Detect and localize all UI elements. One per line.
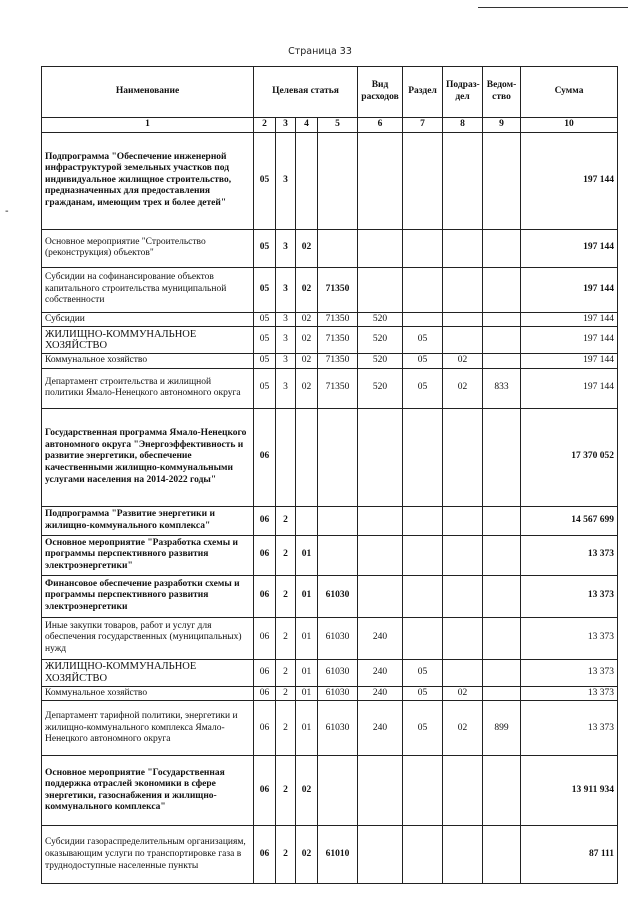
cell-program: 05	[254, 354, 276, 369]
cell-expense-type	[358, 506, 403, 535]
row-name: Субсидии газораспределительным организациям, оказывающим услуги по транспортировке газа в труднодоступные населенные пункты	[42, 826, 254, 884]
row-name: Основное мероприятие "Государственная поддержка отраслей экономики в сфере энергетики, газоснабжения и жилищно-коммунального комплекса"	[42, 756, 254, 826]
cell-subsection	[443, 327, 483, 354]
row-name: Государственная программа Ямало-Ненецкого автономного округа "Энергоэффективность и развитие энергетики, обеспечение качественными жилищно-коммунальными услугами населения на 2014-2022 годы"	[42, 408, 254, 506]
cell-department	[483, 132, 521, 229]
cell-subprogram: 2	[276, 535, 296, 575]
cell-subprogram: 3	[276, 267, 296, 312]
cell-program: 06	[254, 826, 276, 884]
row-name: Подпрограмма "Обеспечение инженерной инфраструктурой земельных участков под индивидуальное жилищное строительство, предназначенных для предоставления гражданам, имеющим трех и более детей"	[42, 132, 254, 229]
table-row	[42, 617, 618, 659]
cell-subsection	[443, 659, 483, 686]
cell-program: 06	[254, 701, 276, 756]
row-name: Коммунальное хозяйство	[42, 354, 254, 369]
cell-direction: 71350	[318, 368, 358, 408]
col-number: 9	[483, 118, 521, 133]
col-department-header: Ведом-ство	[483, 67, 521, 118]
cell-department	[483, 686, 521, 701]
cell-amount: 13 373	[521, 701, 618, 756]
cell-amount: 13 373	[521, 617, 618, 659]
top-rule	[478, 7, 628, 8]
cell-activity: 02	[296, 756, 318, 826]
cell-program: 06	[254, 575, 276, 617]
cell-section: 05	[403, 368, 443, 408]
row-name: Субсидии на софинансирование объектов капитального строительства муниципальной собственности	[42, 267, 254, 312]
cell-section: 05	[403, 327, 443, 354]
cell-activity: 02	[296, 229, 318, 267]
cell-subprogram	[276, 408, 296, 506]
table-row	[42, 368, 618, 408]
col-number: 3	[276, 118, 296, 133]
page-header: Страница 33	[288, 46, 352, 57]
cell-direction	[318, 408, 358, 506]
col-target-article-header: Целевая статья	[254, 67, 358, 118]
cell-section	[403, 408, 443, 506]
cell-subprogram: 2	[276, 686, 296, 701]
cell-subsection	[443, 132, 483, 229]
cell-direction	[318, 229, 358, 267]
cell-program: 06	[254, 756, 276, 826]
row-name: Основное мероприятие "Разработка схемы и программы перспективного развития электроэнергетики"	[42, 535, 254, 575]
cell-activity: 02	[296, 826, 318, 884]
col-amount-header: Сумма	[521, 67, 618, 118]
col-number: 10	[521, 118, 618, 133]
cell-direction: 71350	[318, 267, 358, 312]
row-name: Подпрограмма "Развитие энергетики и жилищно-коммунального комплекса"	[42, 506, 254, 535]
table-row	[42, 701, 618, 756]
cell-subsection	[443, 617, 483, 659]
budget-table	[41, 66, 618, 884]
cell-program: 05	[254, 132, 276, 229]
cell-department	[483, 354, 521, 369]
cell-direction	[318, 506, 358, 535]
col-number: 2	[254, 118, 276, 133]
cell-subsection	[443, 535, 483, 575]
cell-amount: 197 144	[521, 267, 618, 312]
cell-expense-type: 520	[358, 312, 403, 327]
cell-direction	[318, 132, 358, 229]
cell-activity	[296, 506, 318, 535]
cell-program: 06	[254, 617, 276, 659]
column-numbers-row	[42, 118, 618, 133]
col-section-header: Раздел	[403, 67, 443, 118]
cell-activity: 01	[296, 701, 318, 756]
cell-activity: 02	[296, 368, 318, 408]
cell-subsection: 02	[443, 354, 483, 369]
cell-program: 06	[254, 506, 276, 535]
cell-department	[483, 659, 521, 686]
row-name: Департамент строительства и жилищной политики Ямало-Ненецкого автономного округа	[42, 368, 254, 408]
table-row	[42, 659, 618, 686]
cell-activity: 02	[296, 354, 318, 369]
col-expense-type-header: Вид расходов	[358, 67, 403, 118]
cell-amount: 197 144	[521, 312, 618, 327]
cell-direction	[318, 535, 358, 575]
cell-activity: 01	[296, 686, 318, 701]
table-row	[42, 575, 618, 617]
cell-department	[483, 826, 521, 884]
cell-department	[483, 617, 521, 659]
cell-program: 06	[254, 686, 276, 701]
cell-subprogram: 2	[276, 617, 296, 659]
cell-section	[403, 506, 443, 535]
cell-department	[483, 756, 521, 826]
col-number: 6	[358, 118, 403, 133]
cell-expense-type: 240	[358, 659, 403, 686]
cell-program: 06	[254, 408, 276, 506]
cell-direction: 61030	[318, 659, 358, 686]
cell-expense-type	[358, 575, 403, 617]
cell-expense-type	[358, 229, 403, 267]
cell-expense-type: 520	[358, 354, 403, 369]
margin-mark: -	[5, 206, 9, 217]
cell-expense-type: 240	[358, 686, 403, 701]
col-name-header: Наименование	[42, 67, 254, 118]
cell-subprogram: 3	[276, 312, 296, 327]
cell-section: 05	[403, 686, 443, 701]
cell-department	[483, 229, 521, 267]
cell-subprogram: 3	[276, 354, 296, 369]
table-row	[42, 354, 618, 369]
cell-department: 833	[483, 368, 521, 408]
cell-direction: 71350	[318, 354, 358, 369]
col-number: 7	[403, 118, 443, 133]
cell-section	[403, 267, 443, 312]
cell-section	[403, 229, 443, 267]
cell-activity: 01	[296, 617, 318, 659]
row-name: ЖИЛИЩНО-КОММУНАЛЬНОЕ ХОЗЯЙСТВО	[42, 659, 254, 686]
cell-amount: 197 144	[521, 354, 618, 369]
cell-direction: 61030	[318, 617, 358, 659]
cell-expense-type: 520	[358, 327, 403, 354]
cell-program: 05	[254, 229, 276, 267]
table-row	[42, 327, 618, 354]
cell-subsection	[443, 229, 483, 267]
cell-direction: 61010	[318, 826, 358, 884]
cell-subsection	[443, 312, 483, 327]
cell-subprogram: 2	[276, 575, 296, 617]
col-number: 4	[296, 118, 318, 133]
cell-activity: 02	[296, 267, 318, 312]
cell-activity: 01	[296, 659, 318, 686]
table-row	[42, 408, 618, 506]
cell-direction	[318, 756, 358, 826]
cell-subsection	[443, 756, 483, 826]
cell-section	[403, 617, 443, 659]
header-row	[42, 67, 618, 118]
col-number: 5	[318, 118, 358, 133]
cell-subsection	[443, 267, 483, 312]
table-row	[42, 267, 618, 312]
cell-amount: 13 373	[521, 535, 618, 575]
table-row	[42, 686, 618, 701]
cell-subsection: 02	[443, 686, 483, 701]
cell-section	[403, 535, 443, 575]
cell-department	[483, 327, 521, 354]
col-number: 1	[42, 118, 254, 133]
cell-subsection	[443, 506, 483, 535]
cell-amount: 87 111	[521, 826, 618, 884]
cell-department	[483, 312, 521, 327]
cell-program: 06	[254, 535, 276, 575]
cell-activity	[296, 132, 318, 229]
table-row	[42, 506, 618, 535]
cell-amount: 197 144	[521, 327, 618, 354]
cell-amount: 197 144	[521, 368, 618, 408]
cell-amount: 13 911 934	[521, 756, 618, 826]
cell-direction: 71350	[318, 312, 358, 327]
row-name: Основное мероприятие "Строительство (реконструкция) объектов"	[42, 229, 254, 267]
cell-expense-type	[358, 756, 403, 826]
table-row	[42, 312, 618, 327]
cell-subprogram: 3	[276, 132, 296, 229]
cell-subprogram: 3	[276, 327, 296, 354]
cell-expense-type	[358, 535, 403, 575]
table-row	[42, 826, 618, 884]
cell-subsection: 02	[443, 368, 483, 408]
table-row	[42, 132, 618, 229]
cell-program: 05	[254, 312, 276, 327]
cell-section: 05	[403, 354, 443, 369]
cell-section: 05	[403, 659, 443, 686]
cell-expense-type: 240	[358, 701, 403, 756]
cell-amount: 197 144	[521, 229, 618, 267]
cell-department	[483, 506, 521, 535]
cell-expense-type: 240	[358, 617, 403, 659]
cell-amount: 14 567 699	[521, 506, 618, 535]
cell-subsection: 02	[443, 701, 483, 756]
cell-department	[483, 535, 521, 575]
row-name: Субсидии	[42, 312, 254, 327]
col-number: 8	[443, 118, 483, 133]
cell-expense-type	[358, 826, 403, 884]
cell-section	[403, 312, 443, 327]
cell-subsection	[443, 575, 483, 617]
cell-program: 05	[254, 327, 276, 354]
cell-department	[483, 408, 521, 506]
cell-program: 05	[254, 267, 276, 312]
cell-direction: 61030	[318, 575, 358, 617]
cell-section	[403, 756, 443, 826]
cell-section	[403, 826, 443, 884]
cell-activity: 01	[296, 575, 318, 617]
cell-expense-type: 520	[358, 368, 403, 408]
cell-section	[403, 575, 443, 617]
cell-activity	[296, 408, 318, 506]
cell-activity: 02	[296, 312, 318, 327]
row-name: Финансовое обеспечение разработки схемы и программы перспективного развития электроэнергетики	[42, 575, 254, 617]
cell-activity: 02	[296, 327, 318, 354]
cell-section: 05	[403, 701, 443, 756]
cell-subsection	[443, 408, 483, 506]
row-name: Департамент тарифной политики, энергетики и жилищно-коммунального комплекса Ямало-Ненецкого автономного округа	[42, 701, 254, 756]
cell-amount: 13 373	[521, 659, 618, 686]
cell-expense-type	[358, 267, 403, 312]
table-row	[42, 535, 618, 575]
cell-subprogram: 2	[276, 659, 296, 686]
cell-section	[403, 132, 443, 229]
cell-expense-type	[358, 408, 403, 506]
cell-subprogram: 2	[276, 756, 296, 826]
cell-program: 05	[254, 368, 276, 408]
row-name: ЖИЛИЩНО-КОММУНАЛЬНОЕ ХОЗЯЙСТВО	[42, 327, 254, 354]
cell-direction: 71350	[318, 327, 358, 354]
cell-amount: 13 373	[521, 686, 618, 701]
col-subsection-header: Подраз-дел	[443, 67, 483, 118]
cell-department	[483, 267, 521, 312]
cell-department	[483, 575, 521, 617]
cell-department: 899	[483, 701, 521, 756]
cell-amount: 197 144	[521, 132, 618, 229]
cell-subprogram: 2	[276, 506, 296, 535]
row-name: Иные закупки товаров, работ и услуг для обеспечения государственных (муниципальных) нужд	[42, 617, 254, 659]
cell-expense-type	[358, 132, 403, 229]
cell-amount: 17 370 052	[521, 408, 618, 506]
cell-subprogram: 3	[276, 368, 296, 408]
cell-subprogram: 3	[276, 229, 296, 267]
cell-amount: 13 373	[521, 575, 618, 617]
cell-direction: 61030	[318, 701, 358, 756]
row-name: Коммунальное хозяйство	[42, 686, 254, 701]
cell-program: 06	[254, 659, 276, 686]
cell-activity: 01	[296, 535, 318, 575]
cell-subsection	[443, 826, 483, 884]
cell-direction: 61030	[318, 686, 358, 701]
table-row	[42, 756, 618, 826]
cell-subprogram: 2	[276, 701, 296, 756]
table-row	[42, 229, 618, 267]
cell-subprogram: 2	[276, 826, 296, 884]
